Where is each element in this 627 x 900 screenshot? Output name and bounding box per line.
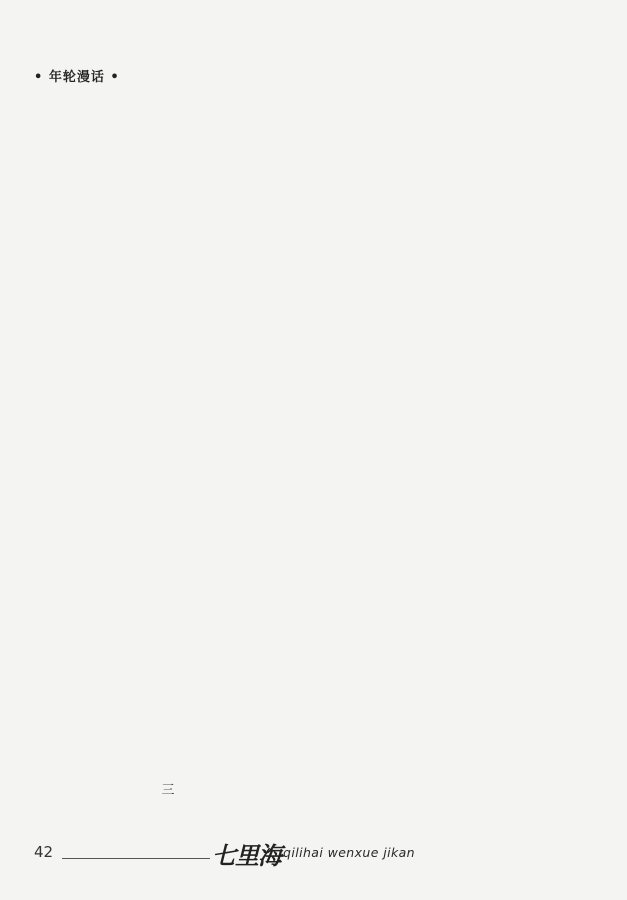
- running-header: [34, 66, 120, 85]
- masthead-logo: 七里海: [212, 841, 281, 870]
- section-marker: 三: [161, 783, 175, 798]
- masthead-roman: qilihai wenxue jikan: [283, 845, 415, 860]
- page-number: 42: [34, 843, 54, 861]
- left-column: [34, 92, 302, 812]
- header-bullet-left: •: [34, 70, 44, 85]
- header-title: 年轮漫话: [48, 70, 105, 85]
- footer-rule: [62, 858, 210, 859]
- header-bullet-right: •: [110, 70, 120, 85]
- right-column: [320, 92, 588, 872]
